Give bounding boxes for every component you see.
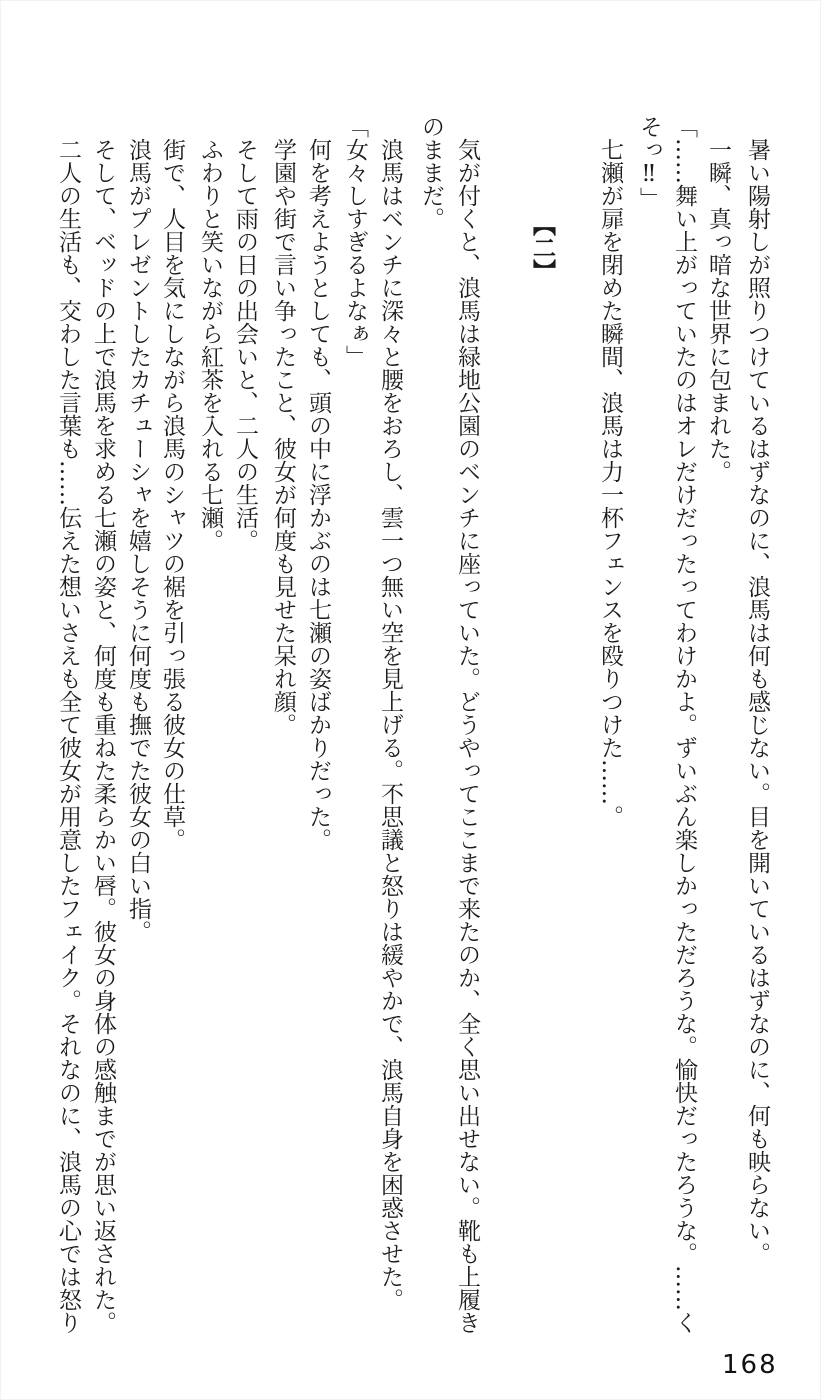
text-column: 街で、人目を気にしながら浪馬のシャツの裾を引っ張る彼女の仕草。 <box>159 138 185 851</box>
text-column: 学園や街で言い争ったこと、彼女が何度も見せた呆れ顔。 <box>270 138 296 736</box>
text-column: 浪馬はベンチに深々と腰をおろし、雲一つ無い空を見上げる。不思議と怒りは緩やかで、浪馬自身を困惑させた。 <box>377 138 403 1311</box>
page-number: 168 <box>722 1350 778 1380</box>
text-column: 何を考えようとしても、頭の中に浮かぶのは七瀬の姿ばかりだった。 <box>305 138 331 851</box>
text-column: 気が付くと、浪馬は緑地公園のベンチに座っていた。どうやってここまで来たのか、全く思い出せない。靴も上履き <box>454 138 480 1334</box>
text-column: そして雨の日の出会いと、二人の生活。 <box>232 138 258 552</box>
text-column: のままだ。 <box>418 115 444 230</box>
text-column: 一瞬、真っ暗な世界に包まれた。 <box>705 138 731 483</box>
text-column: 「……舞い上がっていたのはオレだけだったってわけかよ。ずいぶん楽しかっただろうな。愉快だったろうな。……く <box>671 115 697 1334</box>
text-column: ふわりと笑いながら紅茶を入れる七瀬。 <box>197 138 223 552</box>
text-column: 二人の生活も、交わした言葉も……伝えた想いさえも全て彼女が用意したフェイク。それなのに、浪馬の心では怒り <box>55 138 81 1334</box>
text-column: 暑い陽射しが照りつけているはずなのに、浪馬は何も感じない。目を開いているはずなのに、何も映らない。 <box>744 138 770 1265</box>
text-column: 「女々しすぎるよなぁ」 <box>342 115 368 368</box>
text-column: 七瀬が扉を閉めた瞬間、浪馬は力一杯フェンスを殴りつけた……。 <box>597 138 623 828</box>
text-column: 浪馬がプレゼントしたカチューシャを嬉しそうに何度も撫でた彼女の白い指。 <box>125 138 151 943</box>
text-column: そっ‼」 <box>636 115 662 210</box>
text-column: そして、ベッドの上で浪馬を求める七瀬の姿と、何度も重ねた柔らかい唇。彼女の身体の感触までが思い返された。 <box>90 138 116 1334</box>
section-heading: 【二】 <box>529 213 556 282</box>
